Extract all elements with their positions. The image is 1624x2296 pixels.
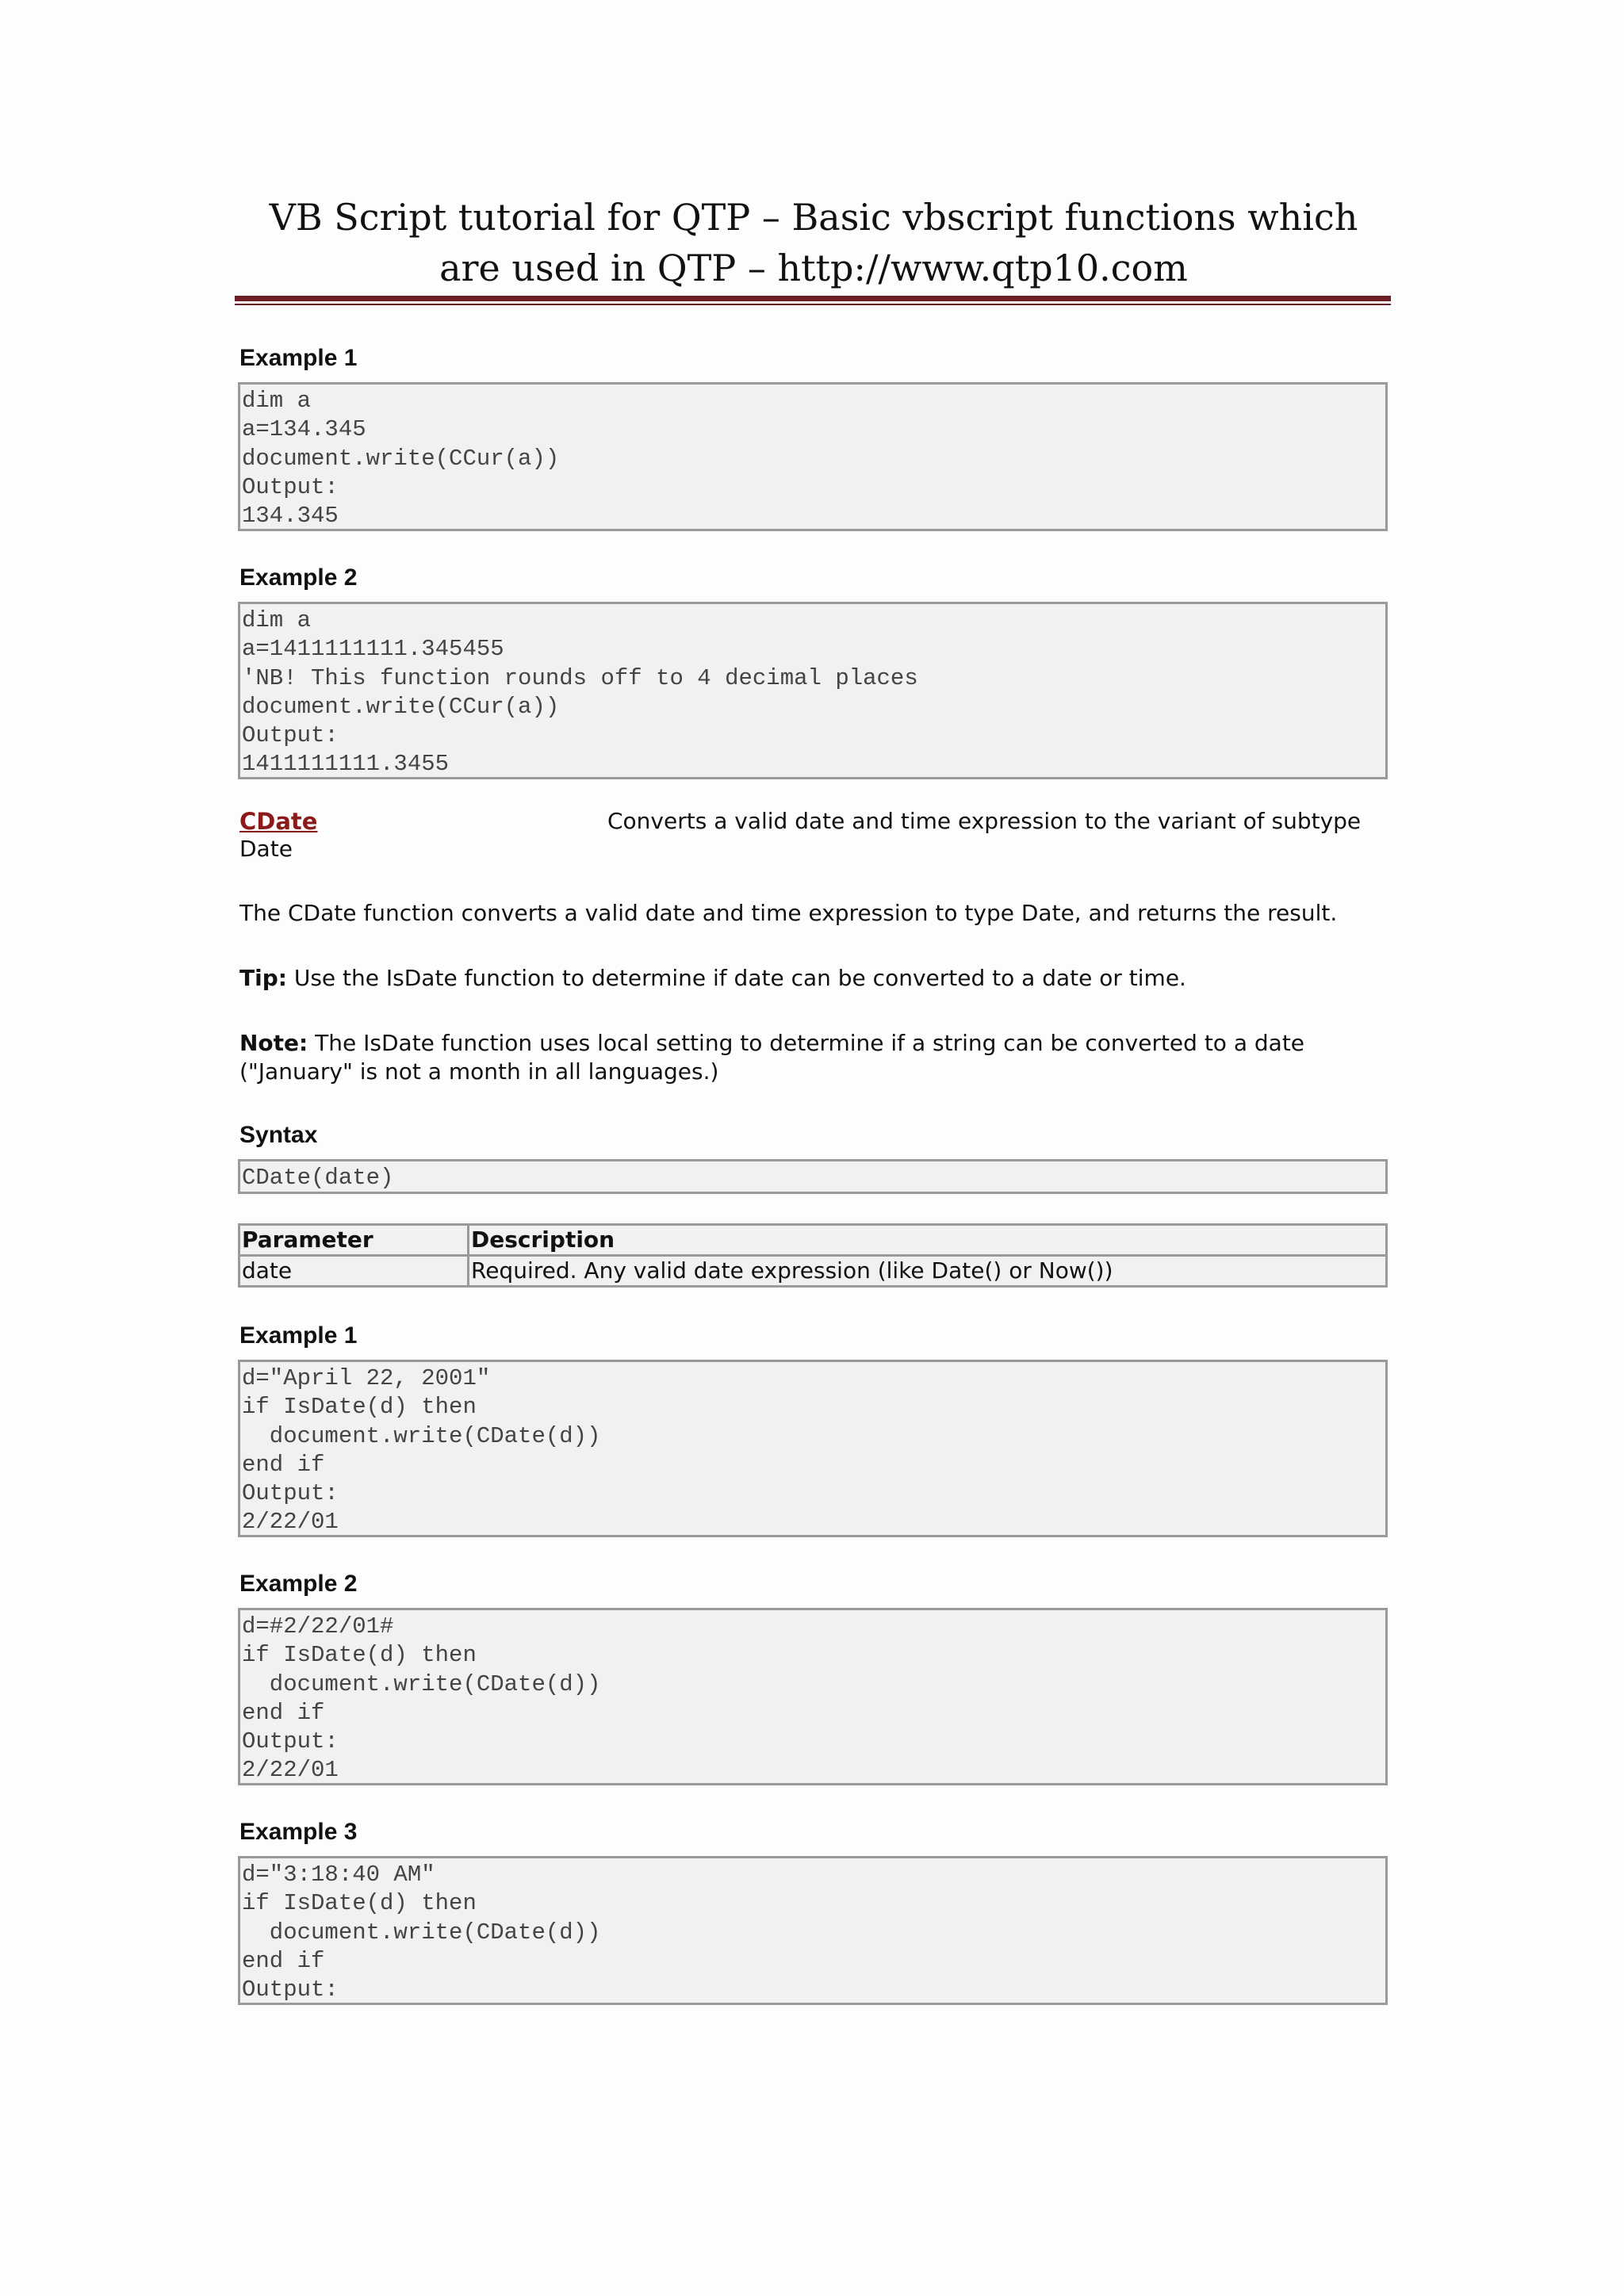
note-paragraph [239,1029,1389,1086]
ccur-example-2-code: dim a a=1411111111.345455 'NB! This function rounds off to 4 decimal places document.write(CCur(a)) Output: 1411111111.3455 [238,602,1388,779]
tip-text: Use the IsDate function to determine if date can be converted to a date or time. [286,965,1186,991]
tip-label: Tip: [239,965,287,991]
table-header-parameter: Parameter [239,1225,469,1256]
title-rule-thin [235,304,1391,305]
parameter-table [238,1223,1388,1288]
cdate-example-3-heading: Example 3 [239,1819,358,1845]
table-cell-description: Required. Any valid date expression (like Date() or Now()) [469,1256,1387,1287]
cdate-example-3-code: d="3:18:40 AM" if IsDate(d) then document.write(CDate(d)) end if Output: [238,1856,1388,2005]
page-title: VB Script tutorial for QTP – Basic vbscript functions which are used in QTP – http://www.qtp10.com [269,196,1358,289]
cdate-link[interactable]: CDate [239,808,318,835]
tip-paragraph [239,964,1389,993]
note-label: Note: [239,1030,308,1056]
syntax-heading: Syntax [239,1122,318,1148]
cdate-summary: Converts a valid date and time expression to the variant of subtype [607,808,1362,834]
cdate-summary-cont: Date [239,836,293,862]
title-rule-thick [235,296,1391,301]
cdate-example-2-heading: Example 2 [239,1571,358,1597]
table-cell-parameter: date [239,1256,469,1287]
ccur-example-1-heading: Example 1 [239,345,358,371]
cdate-example-1-code: d="April 22, 2001" if IsDate(d) then document.write(CDate(d)) end if Output: 2/22/01 [238,1360,1388,1537]
cdate-example-2-code: d=#2/22/01# if IsDate(d) then document.write(CDate(d)) end if Output: 2/22/01 [238,1608,1388,1785]
cdate-example-1-heading: Example 1 [239,1322,358,1349]
ccur-example-1-code: dim a a=134.345 document.write(CCur(a)) Output: 134.345 [238,382,1388,531]
note-text: The IsDate function uses local setting to determine if a string can be converted to a date ("January" is not a month in all languages.) [239,1030,1305,1085]
ccur-example-2-heading: Example 2 [239,564,358,591]
table-header-row [239,1225,1387,1256]
table-header-description: Description [469,1225,1387,1256]
table-row [239,1256,1387,1287]
syntax-code: CDate(date) [238,1159,1388,1194]
cdate-description: The CDate function converts a valid date and time expression to type Date, and returns the result. [239,900,1338,926]
